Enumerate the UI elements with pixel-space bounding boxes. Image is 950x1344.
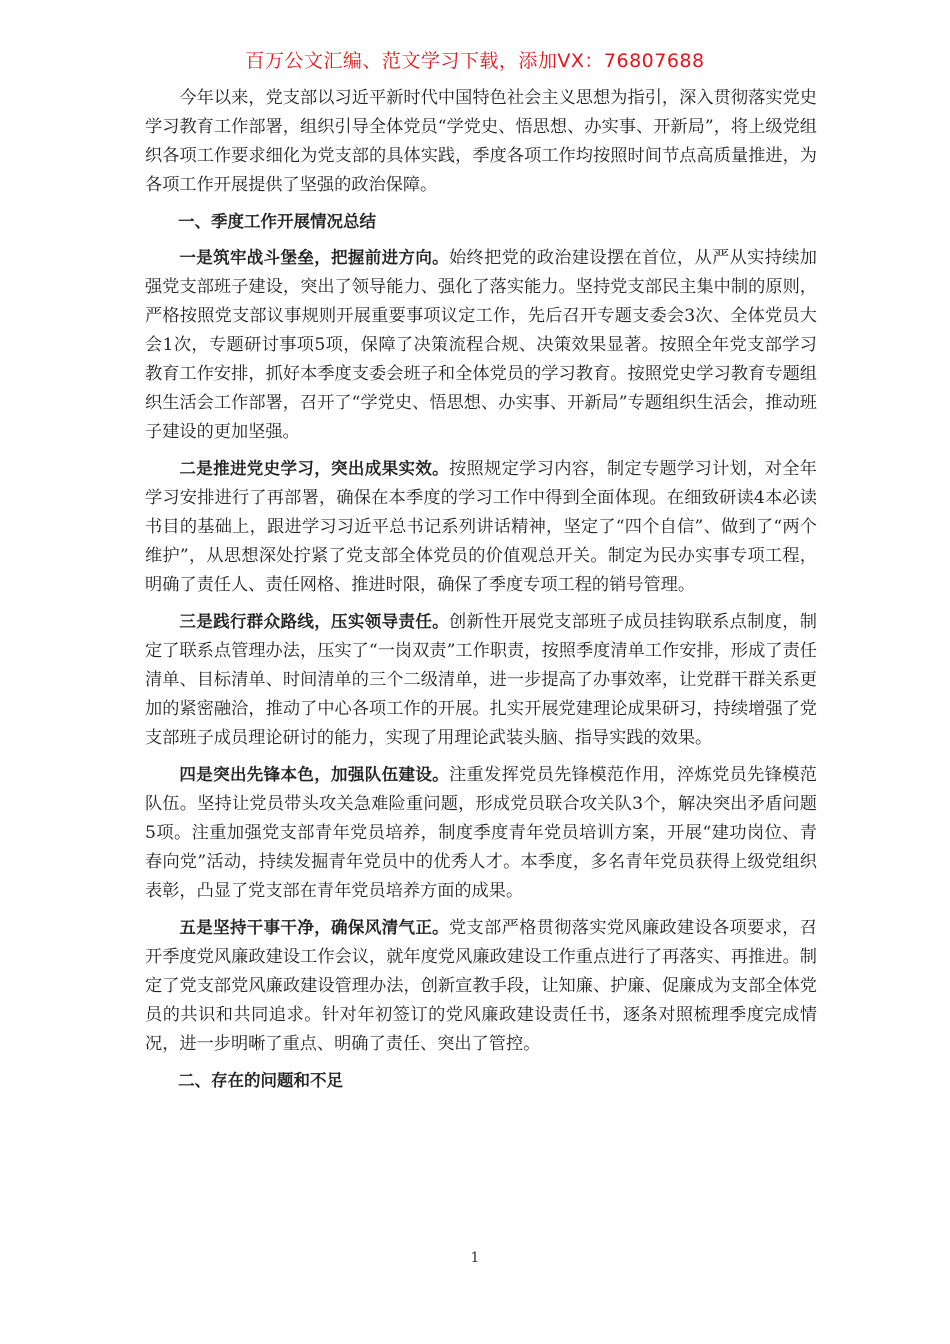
intro-paragraph: 今年以来，党支部以习近平新时代中国特色社会主义思想为指引，深入贯彻落实党史学习教育工作部署，组织引导全体党员“学党史、悟思想、办实事、开新局”，将上级党组织各项工作要求细化为党支部的具体实践，季度各项工作均按照时间节点高质量推进，为各项工作开展提供了坚强的政治保障。 — [145, 88, 817, 195]
summary-item-body: 党支部严格贯彻落实党风廉政建设各项要求，召开季度党风廉政建设工作会议，就年度党风廉政建设工作重点进行了再落实、再推进。制定了党支部党风廉政建设管理办法，创新宣教手段，让知廉、护廉、促廉成为支部全体党员的共识和共同追求。针对年初签订的党风廉政建设责任书，逐条对照梳理季度完成情况，进一步明晰了重点、明确了责任、突出了管控。 — [145, 918, 817, 1054]
summary-item-lead: 一是筑牢战斗堡垒，把握前进方向。 — [179, 248, 450, 267]
summary-item-4 — [145, 760, 817, 906]
summary-item-3 — [145, 607, 817, 753]
summary-item-lead: 四是突出先锋本色，加强队伍建设。 — [179, 765, 450, 784]
summary-item-5 — [145, 913, 817, 1059]
page-number: 1 — [470, 1250, 480, 1266]
summary-item-body: 按照规定学习内容，制定专题学习计划，对全年学习安排进行了再部署，确保在本季度的学习工作中得到全面体现。在细致研读4本必读书目的基础上，跟进学习习近平总书记系列讲话精神，坚定了“四个自信”、做到了“两个维护”，从思想深处拧紧了党支部全体党员的价值观总开关。制定为民办实事专项工程，明确了责任人、责任网格、推进时限，确保了季度专项工程的销号管理。 — [145, 459, 817, 595]
document-body — [145, 84, 817, 1102]
section-heading-problems: 二、存在的问题和不足 — [178, 1071, 343, 1090]
summary-item-lead: 五是坚持干事干净，确保风清气正。 — [179, 918, 450, 937]
summary-item-body: 注重发挥党员先锋模范作用，淬炼党员先锋模范队伍。坚持让党员带头攻关急难险重问题，形成党员联合攻关队3个，解决突出矛盾问题5项。注重加强党支部青年党员培养，制度季度青年党员培训方案，开展“建功岗位、青春向党”活动，持续发掘青年党员中的优秀人才。本季度，多名青年党员获得上级党组织表彰，凸显了党支部在青年党员培养方面的成果。 — [145, 765, 817, 901]
summary-item-2 — [145, 454, 817, 600]
summary-item-body: 创新性开展党支部班子成员挂钩联系点制度，制定了联系点管理办法，压实了“一岗双责”工作职责，按照季度清单工作安排，形成了责任清单、目标清单、时间清单的三个二级清单，进一步提高了办事效率，让党群干群关系更加的紧密融洽，推动了中心各项工作的开展。扎实开展党建理论成果研习，持续增强了党支部班子成员理论研讨的能力，实现了用理论武装头脑、指导实践的效果。 — [145, 612, 817, 748]
summary-item-lead: 二是推进党史学习，突出成果实效。 — [179, 459, 450, 478]
summary-item-body: 始终把党的政治建设摆在首位，从严从实持续加强党支部班子建设，突出了领导能力、强化了落实能力。坚持党支部民主集中制的原则，严格按照党支部议事规则开展重要事项议定工作，先后召开专题支委会3次、全体党员大会1次，专题研讨事项5项，保障了决策流程合规、决策效果显著。按照全年党支部学习教育工作安排，抓好本季度支委会班子和全体党员的学习教育。按照党史学习教育专题组织生活会工作部署，召开了“学党史、悟思想、办实事、开新局”专题组织生活会，推动班子建设的更加坚强。 — [145, 248, 817, 442]
summary-item-1 — [145, 243, 817, 447]
header-banner: 百万公文汇编、范文学习下载，添加VX：76807688 — [245, 50, 705, 72]
summary-item-lead: 三是践行群众路线，压实领导责任。 — [179, 612, 450, 631]
section-heading-summary: 一、季度工作开展情况总结 — [178, 212, 376, 231]
